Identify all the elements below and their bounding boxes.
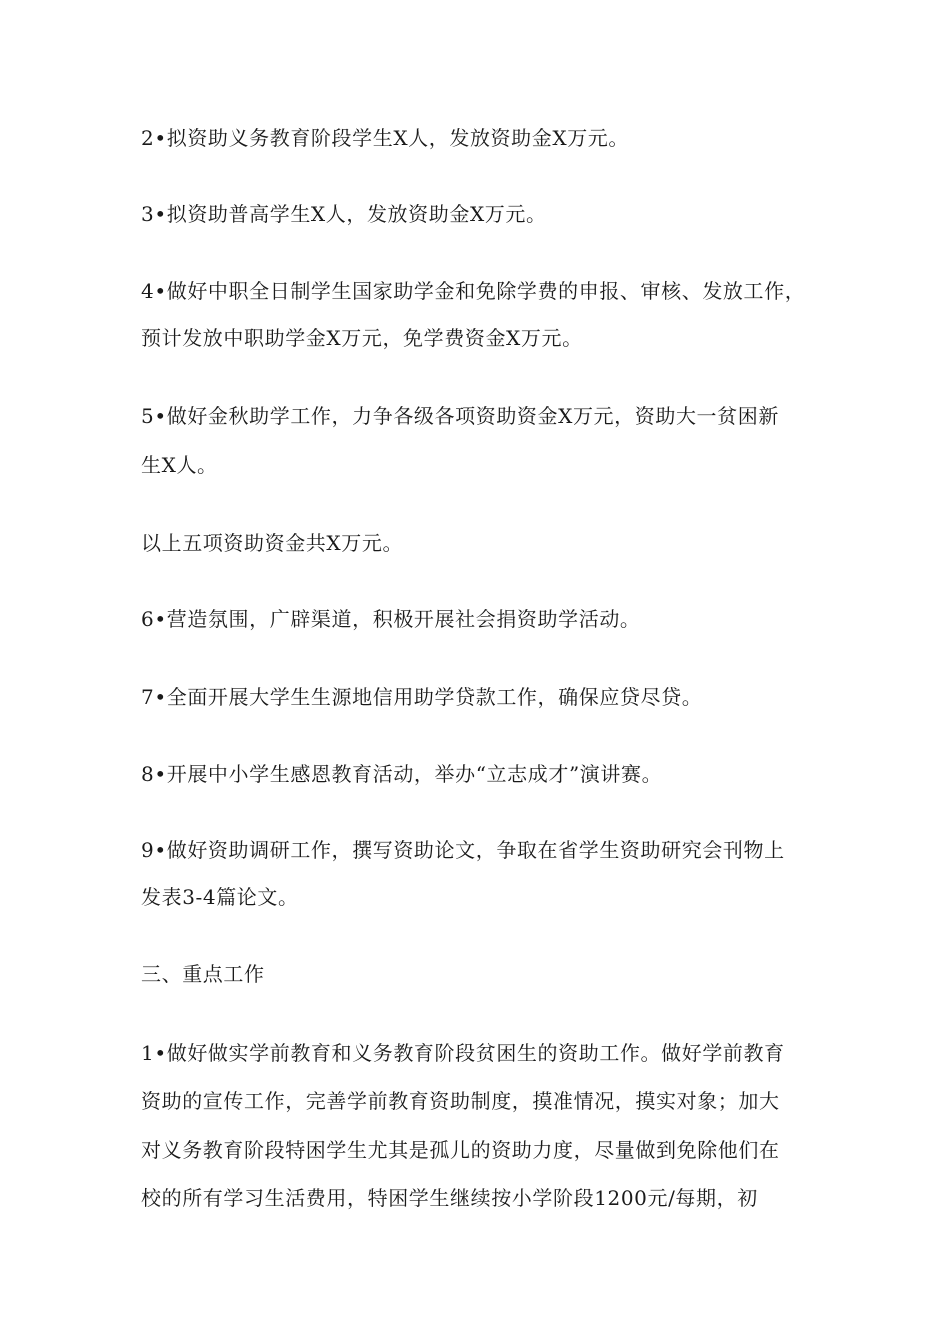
key-item-1-line-4: 校的所有学习生活费用，特困学生继续按小学阶段1200元/每期，初 bbox=[141, 1186, 758, 1210]
key-item-1-line-1: 1•做好做实学前教育和义务教育阶段贫困生的资助工作。做好学前教育 bbox=[141, 1041, 785, 1065]
item-2-line-1: 2•拟资助义务教育阶段学生X人，发放资助金X万元。 bbox=[141, 126, 629, 150]
item-6-line-1: 6•营造氛围，广辟渠道，积极开展社会捐资助学活动。 bbox=[141, 607, 641, 631]
item-5-line-1: 5•做好金秋助学工作，力争各级各项资助资金X万元，资助大一贫困新 bbox=[141, 404, 779, 428]
item-4-line-2: 预计发放中职助学金X万元，免学费资金X万元。 bbox=[141, 326, 583, 350]
item-9-line-2: 发表3-4篇论文。 bbox=[141, 885, 299, 909]
item-3-line-1: 3•拟资助普高学生X人，发放资助金X万元。 bbox=[141, 202, 547, 226]
item-7-line-1: 7•全面开展大学生生源地信用助学贷款工作，确保应贷尽贷。 bbox=[141, 685, 703, 709]
summary-line: 以上五项资助资金共X万元。 bbox=[141, 531, 404, 555]
key-item-1-line-2: 资助的宣传工作，完善学前教育资助制度，摸准情况，摸实对象；加大 bbox=[141, 1089, 780, 1113]
item-8-line-1: 8•开展中小学生感恩教育活动，举办“立志成才”演讲赛。 bbox=[141, 762, 663, 786]
item-9-line-1: 9•做好资助调研工作，撰写资助论文，争取在省学生资助研究会刊物上 bbox=[141, 838, 785, 862]
item-4-line-1: 4•做好中职全日制学生国家助学金和免除学费的申报、审核、发放工作， bbox=[141, 279, 806, 303]
item-5-line-2: 生X人。 bbox=[141, 453, 218, 477]
key-item-1-line-3: 对义务教育阶段特困学生尤其是孤儿的资助力度，尽量做到免除他们在 bbox=[141, 1138, 780, 1162]
section-heading: 三、重点工作 bbox=[141, 962, 265, 986]
